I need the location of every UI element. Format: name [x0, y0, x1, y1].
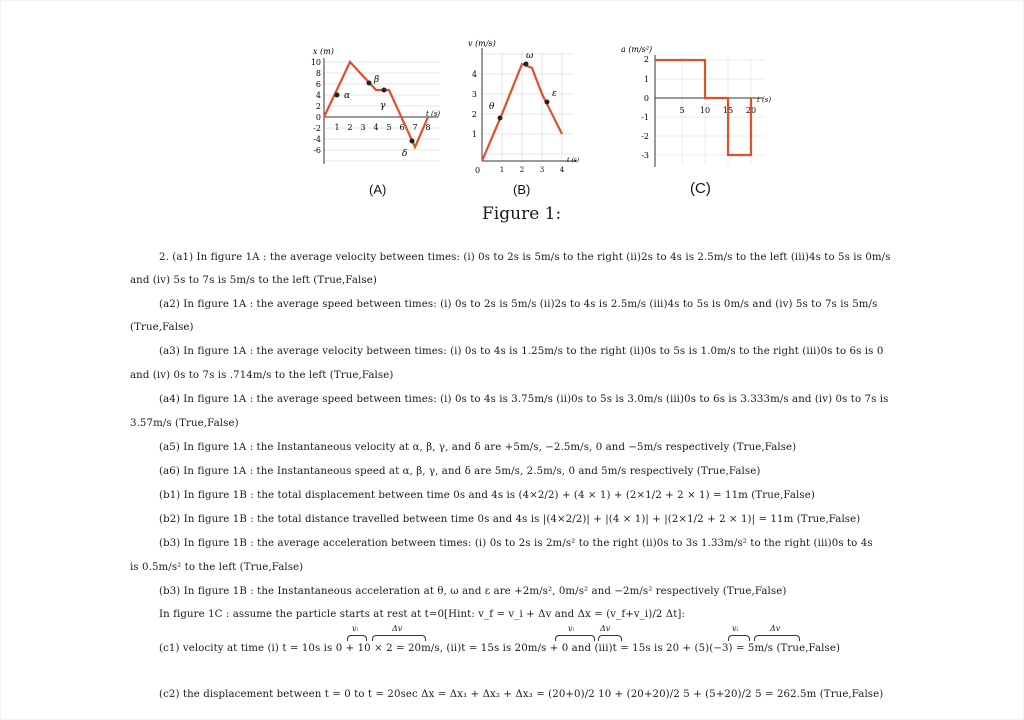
- over-brace: [728, 635, 750, 641]
- figure-b-y-tick: 4: [471, 70, 477, 79]
- figure-a-point-alpha: [335, 93, 340, 98]
- brace-label-dv: Δv: [770, 624, 781, 633]
- figure-a-y-tick: 0: [315, 113, 321, 122]
- figure-c-x-tick: 5: [679, 106, 685, 115]
- question-line: (c2) the displacement between t = 0 to t = 20sec Δx = Δx₁ + Δx₂ + Δx₃ = (20+0)/2 10 + (20+20)/2 5 + (5+20)/2 5 = 262.5m (True,False): [159, 689, 884, 700]
- figure-c-label: (C): [690, 180, 711, 197]
- question-line: (a6) In figure 1A : the Instantaneous speed at α, β, γ, and δ are 5m/s, 2.5m/s, 0 and 5m/s respectively (True,False): [159, 466, 761, 477]
- over-brace: [754, 635, 800, 641]
- figure-a-delta-label: δ: [402, 149, 408, 159]
- over-brace: [555, 635, 595, 641]
- figure-a-y-tick: -4: [313, 135, 321, 144]
- figure-a-x-tick: 8: [425, 123, 431, 132]
- brace-label-vi: vᵢ: [352, 624, 359, 633]
- figure-c-y-tick: 2: [643, 55, 649, 64]
- figure-b-point-omega: [524, 62, 529, 67]
- figure-b-theta-label: θ: [489, 102, 495, 112]
- figure-b-velocity-graph: [455, 34, 595, 179]
- figure-b-x-tick: 2: [519, 166, 525, 174]
- figure-c-x-tick: 15: [722, 106, 734, 115]
- figure-a-x-tick: 2: [347, 123, 353, 132]
- figure-a-gamma-label: γ: [380, 101, 386, 111]
- figure-a-x-tick: 1: [334, 123, 340, 132]
- figure-b-x-tick: 1: [499, 166, 505, 174]
- figure-a-x-axis-label: t (s): [426, 110, 441, 118]
- brace-label-dv: Δv: [600, 624, 611, 633]
- question-line: (a2) In figure 1A : the average speed between times: (i) 0s to 2s is 5m/s (ii)2s to 4s is 2.5m/s (iii)4s to 5s is 0m/s and (iv) 5s to 7s is 5m/s: [159, 299, 878, 310]
- question-line: (b1) In figure 1B : the total displacement between time 0s and 4s is (4×2/2) + (4 × 1) + (2×1/2 + 2 × 1) = 11m (True,False): [159, 490, 815, 501]
- figure-c-x-tick: 20: [745, 106, 757, 115]
- figure-a-alpha-label: α: [344, 91, 351, 101]
- figure-b-y-tick: 3: [471, 90, 477, 99]
- figure-b-y-tick: 2: [471, 110, 477, 119]
- question-line: (b2) In figure 1B : the total distance travelled between time 0s and 4s is |(4×2/2)| + |(4 × 1)| + |(2×1/2 + 2 × 1)| = 11m (True,False): [159, 514, 861, 525]
- figure-b-y-tick: 1: [471, 130, 477, 139]
- figure-a-x-tick: 5: [386, 123, 392, 132]
- figure-a-y-tick: 10: [310, 58, 321, 67]
- figure-a-y-tick: -2: [313, 124, 321, 133]
- figure-a-x-tick: 4: [373, 123, 379, 132]
- over-brace: [347, 635, 367, 641]
- figure-a-x-tick: 7: [412, 123, 418, 132]
- brace-label-dv: Δv: [392, 624, 403, 633]
- question-line: (a3) In figure 1A : the average velocity between times: (i) 0s to 4s is 1.25m/s to the right (ii)0s to 5s is 1.0m/s to the right (iii)0s to 6s is 0: [159, 346, 884, 357]
- figure-c-x-tick: 10: [699, 106, 711, 115]
- question-line: In figure 1C : assume the particle starts at rest at t=0[Hint: v_f = v_i + Δv and Δx = (v_f+v_i)/2 Δt]:: [159, 609, 686, 620]
- figure-c-y-tick: 0: [643, 94, 649, 103]
- figure-c-y-tick: -3: [641, 151, 649, 160]
- figure-b-label: (B): [513, 182, 531, 197]
- figure-b-y-axis-label: v (m/s): [468, 39, 496, 48]
- figure-b-point-epsilon: [545, 100, 550, 105]
- question-line: (b3) In figure 1B : the average acceleration between times: (i) 0s to 2s is 2m/s² to the right (ii)0s to 3s 1.33m/s² to the right (iii)0s to 4s: [159, 538, 873, 549]
- figure-c-y-tick: 1: [643, 75, 649, 84]
- over-brace: [372, 635, 426, 641]
- figure-a-label: (A): [369, 182, 387, 197]
- figure-c-y-tick: -1: [641, 113, 649, 122]
- over-brace: [598, 635, 622, 641]
- figure-a-y-axis-label: x (m): [313, 47, 334, 56]
- question-line: (b3) In figure 1B : the Instantaneous acceleration at θ, ω and ε are +2m/s², 0m/s² and −2m/s² respectively (True,False): [159, 586, 787, 597]
- figure-b-origin: 0: [475, 166, 481, 175]
- question-line: (True,False): [130, 322, 194, 333]
- figure-b-x-axis-label: t (s): [567, 157, 580, 164]
- question-line: 2. (a1) In figure 1A : the average velocity between times: (i) 0s to 2s is 5m/s to the right (ii)2s to 4s is 2.5m/s to the left (iii)4s to 5s is 0m/s: [159, 252, 891, 263]
- figure-a-point-delta: [410, 139, 415, 144]
- question-line: (a5) In figure 1A : the Instantaneous velocity at α, β, γ, and δ are +5m/s, −2.5m/s, 0 and −5m/s respectively (True,False): [159, 442, 797, 453]
- figure-b-epsilon-label: ε: [552, 89, 557, 99]
- figure-a-y-tick: -6: [313, 146, 321, 155]
- figure-b-point-theta: [498, 116, 503, 121]
- figure-a-x-tick: 3: [360, 123, 366, 132]
- question-line: (c1) velocity at time (i) t = 10s is 0 + 10 × 2 = 20m/s, (ii)t = 15s is 20m/s + 0 and (iii)t = 15s is 20 + (5)(−3) = 5m/s (True,False): [159, 643, 841, 654]
- question-line: and (iv) 5s to 7s is 5m/s to the left (True,False): [130, 275, 377, 286]
- figure-caption: Figure 1:: [482, 204, 562, 224]
- figure-c-acceleration-graph: [615, 40, 780, 180]
- figure-c-y-axis-label: a (m/s²): [621, 45, 653, 54]
- figure-b-omega-label: ω: [526, 51, 534, 61]
- figure-b-x-tick: 4: [559, 166, 565, 174]
- figure-a-point-beta: [367, 81, 372, 86]
- figure-a-point-gamma: [382, 88, 387, 93]
- question-line: (a4) In figure 1A : the average speed between times: (i) 0s to 4s is 3.75m/s (ii)0s to 5s is 3.0m/s (iii)0s to 6s is 3.333m/s and (iv) 0s to 7s is: [159, 394, 889, 405]
- question-line: and (iv) 0s to 7s is .714m/s to the left (True,False): [130, 370, 394, 381]
- figure-a-y-tick: 4: [315, 91, 321, 100]
- brace-label-vi: vᵢ: [568, 624, 575, 633]
- figure-a-position-graph: [300, 40, 450, 185]
- figure-c-x-axis-label: t (s): [757, 96, 772, 104]
- figure-a-beta-label: β: [374, 75, 380, 85]
- figure-a-y-tick: 8: [315, 69, 321, 78]
- figure-a-x-tick: 6: [399, 123, 405, 132]
- brace-label-vi: vᵢ: [732, 624, 739, 633]
- figure-a-y-tick: 2: [315, 102, 321, 111]
- figure-b-x-tick: 3: [539, 166, 545, 174]
- figure-a-y-tick: 6: [315, 80, 321, 89]
- question-line: 3.57m/s (True,False): [130, 418, 239, 429]
- figure-c-y-tick: -2: [641, 132, 649, 141]
- question-line: is 0.5m/s² to the left (True,False): [130, 562, 304, 573]
